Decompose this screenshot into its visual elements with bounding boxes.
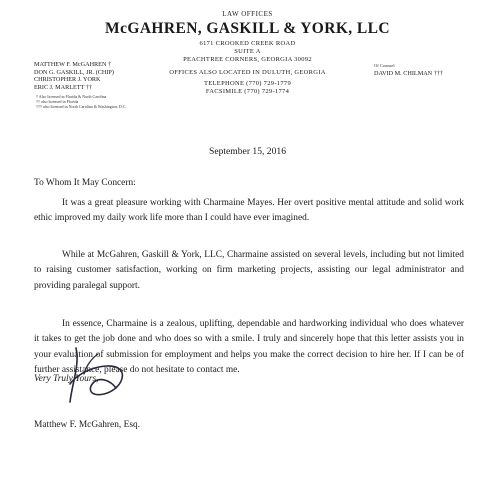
- attorney-name: CHRISTOPHER J. YORK: [34, 76, 101, 84]
- license-footnotes: [36, 94, 126, 109]
- facsimile-number: FACSIMILE (770) 729-1774: [205, 88, 290, 95]
- attorney-name: DON G. GASKILL, JR. (CHIP): [34, 68, 114, 76]
- footnote: ††† also licensed in North Carolina & Washington, D.C.: [36, 104, 127, 109]
- address-line-3: PEACHTREE CORNERS, GEORGIA 30092: [183, 56, 312, 63]
- salutation: To Whom It May Concern:: [34, 178, 136, 188]
- letter-date: September 15, 2016: [208, 146, 286, 157]
- address-line-2: SUITE A: [234, 48, 261, 55]
- footnote: † Also licensed in Florida & North Carolina: [36, 94, 107, 99]
- telephone-number: TELEPHONE (770) 729-1779: [204, 80, 291, 87]
- attorney-name: ERIC J. MARLETT ††: [34, 83, 92, 91]
- of-counsel-label: Of Counsel: [374, 63, 395, 68]
- attorney-list: [34, 61, 114, 91]
- body-paragraph-3: In essence, Charmaine is a zealous, uplifting, dependable and hardworking individual who does whatever it takes to get the job done and who does so with a smile. I truly and sincerely hope that this letter assists you in your evaluation of submission for employment and helps you make the correct decision to hire her. If I can be of further assistance, please do not hesitate to contact me.: [34, 319, 464, 375]
- body-paragraph-2: While at McGahren, Gaskill & York, LLC, Charmaine assisted on several levels, including but not limited to raising customer satisfaction, working on firm marketing projects, assisting our legal administrator and providing paralegal support.: [34, 250, 464, 291]
- letter-closing: Very Truly Yours,: [34, 374, 99, 384]
- law-offices-label: LAW OFFICES: [222, 10, 273, 18]
- firm-name: McGAHREN, GASKILL & YORK, LLC: [105, 20, 390, 37]
- offices-also-located: OFFICES ALSO LOCATED IN DULUTH, GEORGIA: [169, 69, 326, 76]
- address-line-1: 6171 CROOKED CREEK ROAD: [199, 40, 296, 47]
- footnote: †† also licensed in Florida: [36, 99, 79, 104]
- signer-name: Matthew F. McGahren, Esq.: [34, 420, 140, 430]
- of-counsel-name: DAVID M. CHILMAN †††: [374, 70, 443, 77]
- attorney-name: MATTHEW F. McGAHREN †: [34, 61, 112, 68]
- body-paragraph-1: It was a great pleasure working with Charmaine Mayes. Her overt positive mental attitude and solid work ethic improved my daily work life more than I could have ever imagined.: [34, 198, 464, 224]
